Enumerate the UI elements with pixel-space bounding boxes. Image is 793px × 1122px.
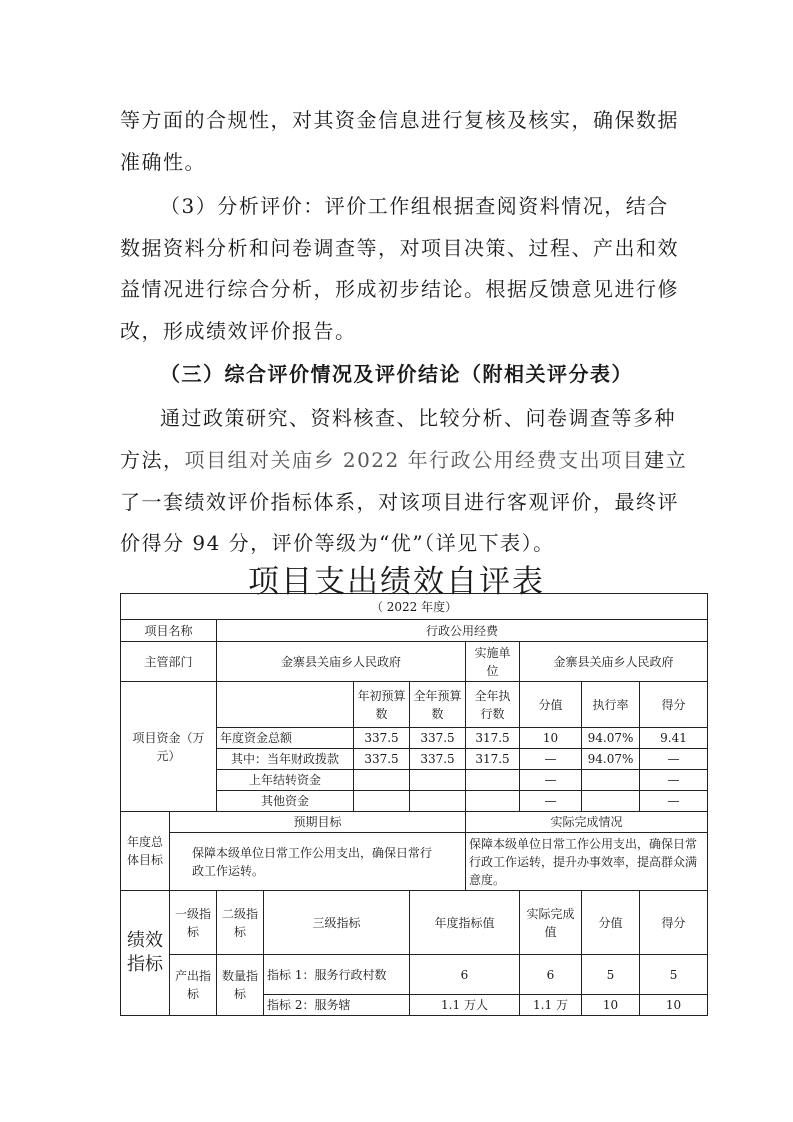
ind-header: 二级指标 bbox=[217, 891, 264, 955]
paragraph-line: 数据资料分析和问卷调查等，对项目决策、过程、产出和效 bbox=[120, 236, 679, 260]
impl-label: 实施单位 bbox=[466, 642, 520, 682]
paragraph-line: 价得分 94 分，评价等级为“优”（详见下表）。 bbox=[120, 531, 555, 555]
funds-cell: — bbox=[520, 791, 582, 812]
funds-row-label: 年度资金总额 bbox=[217, 728, 354, 749]
ind-header: 得分 bbox=[640, 891, 708, 955]
paragraph-line: 了一套绩效评价指标体系，对该项目进行客观评价，最终评 bbox=[120, 490, 679, 514]
table-title: 项目支出绩效自评表 bbox=[248, 564, 545, 600]
funds-cell: — bbox=[520, 749, 582, 770]
funds-row-label: 其中：当年财政拨款 bbox=[217, 749, 354, 770]
ind-actual: 1.1 万 bbox=[520, 995, 582, 1016]
ind-score: 10 bbox=[640, 995, 708, 1016]
funds-cell: 10 bbox=[520, 728, 582, 749]
paragraph-line: 改，形成绩效评价报告。 bbox=[120, 319, 357, 343]
funds-cell: 337.5 bbox=[354, 728, 410, 749]
level2-cell: 数量指标 bbox=[217, 955, 264, 1016]
funds-row-label: 上年结转资金 bbox=[217, 770, 354, 791]
paragraph-line: 准确性。 bbox=[120, 150, 206, 174]
funds-cell: — bbox=[520, 770, 582, 791]
indicator-label: 绩效指标 bbox=[121, 891, 170, 1016]
paragraph-line: （3）分析评价：评价工作组根据查阅资料情况，结合 bbox=[160, 194, 669, 218]
section-heading: （三）综合评价情况及评价结论（附相关评分表） bbox=[160, 362, 633, 386]
funds-cell bbox=[410, 791, 466, 812]
funds-cell bbox=[582, 791, 640, 812]
funds-cell: — bbox=[640, 791, 708, 812]
funds-cell: — bbox=[640, 749, 708, 770]
ind-header: 分值 bbox=[582, 891, 640, 955]
text-span: 建立 bbox=[644, 448, 688, 472]
funds-cell: 317.5 bbox=[466, 749, 520, 770]
year-cell: （ 2022 年度） bbox=[121, 594, 708, 620]
paragraph-line bbox=[120, 444, 687, 473]
funds-header: 得分 bbox=[640, 682, 708, 728]
actual-text: 保障本级单位日常工作公用支出，确保日常行政工作运转，提升办事效率，提高群众满意度。 bbox=[466, 833, 708, 891]
ind-score-max: 5 bbox=[582, 955, 640, 995]
highlighted-text: 项目组对关庙乡 2022 年行政公用经费支出项目 bbox=[184, 448, 645, 472]
funds-cell bbox=[410, 770, 466, 791]
ind-actual: 6 bbox=[520, 955, 582, 995]
project-name-label: 项目名称 bbox=[121, 620, 217, 642]
funds-cell: 317.5 bbox=[466, 728, 520, 749]
dept-label: 主管部门 bbox=[121, 642, 217, 682]
ind-header: 三级指标 bbox=[264, 891, 410, 955]
funds-header: 年初预算数 bbox=[354, 682, 410, 728]
expected-label: 预期目标 bbox=[170, 812, 466, 833]
paragraph-line: 通过政策研究、资料核查、比较分析、问卷调查等多种 bbox=[160, 406, 676, 430]
funds-cell: 337.5 bbox=[354, 749, 410, 770]
funds-cell: — bbox=[640, 770, 708, 791]
paragraph-line: 益情况进行综合分析，形成初步结论。根据反馈意见进行修 bbox=[120, 277, 679, 301]
expected-text: 保障本级单位日常工作公用支出，确保日常行政工作运转。 bbox=[170, 833, 466, 891]
dept-value: 金寨县关庙乡人民政府 bbox=[217, 642, 466, 682]
empty-cell bbox=[217, 682, 354, 728]
funds-cell bbox=[466, 791, 520, 812]
ind-header: 年度指标值 bbox=[410, 891, 520, 955]
funds-header: 分值 bbox=[520, 682, 582, 728]
evaluation-table bbox=[120, 593, 708, 1016]
funds-cell: 337.5 bbox=[410, 728, 466, 749]
funds-cell bbox=[466, 770, 520, 791]
impl-value: 金寨县关庙乡人民政府 bbox=[520, 642, 708, 682]
ind-name: 指标 2：服务辖 bbox=[264, 995, 410, 1016]
funds-cell bbox=[582, 770, 640, 791]
funds-cell: 337.5 bbox=[410, 749, 466, 770]
funds-header: 执行率 bbox=[582, 682, 640, 728]
funds-row-label: 其他资金 bbox=[217, 791, 354, 812]
funds-cell: 94.07% bbox=[582, 749, 640, 770]
funds-header: 全年预算数 bbox=[410, 682, 466, 728]
goal-label: 年度总体目标 bbox=[121, 812, 170, 891]
paragraph-line: 等方面的合规性，对其资金信息进行复核及核实，确保数据 bbox=[120, 108, 679, 132]
funds-label: 项目资金（万元） bbox=[121, 682, 217, 812]
text-span: 方法， bbox=[120, 448, 185, 472]
funds-header: 全年执行数 bbox=[466, 682, 520, 728]
ind-name: 指标 1：服务行政村数 bbox=[264, 955, 410, 995]
ind-header: 实际完成值 bbox=[520, 891, 582, 955]
project-name-value: 行政公用经费 bbox=[217, 620, 708, 642]
ind-score-max: 10 bbox=[582, 995, 640, 1016]
ind-header: 一级指标 bbox=[170, 891, 217, 955]
ind-target: 1.1 万人 bbox=[410, 995, 520, 1016]
level1-cell: 产出指标 bbox=[170, 955, 217, 1016]
funds-cell bbox=[354, 791, 410, 812]
actual-label: 实际完成情况 bbox=[466, 812, 708, 833]
ind-score: 5 bbox=[640, 955, 708, 995]
funds-cell: 94.07% bbox=[582, 728, 640, 749]
funds-cell bbox=[354, 770, 410, 791]
ind-target: 6 bbox=[410, 955, 520, 995]
funds-cell: 9.41 bbox=[640, 728, 708, 749]
